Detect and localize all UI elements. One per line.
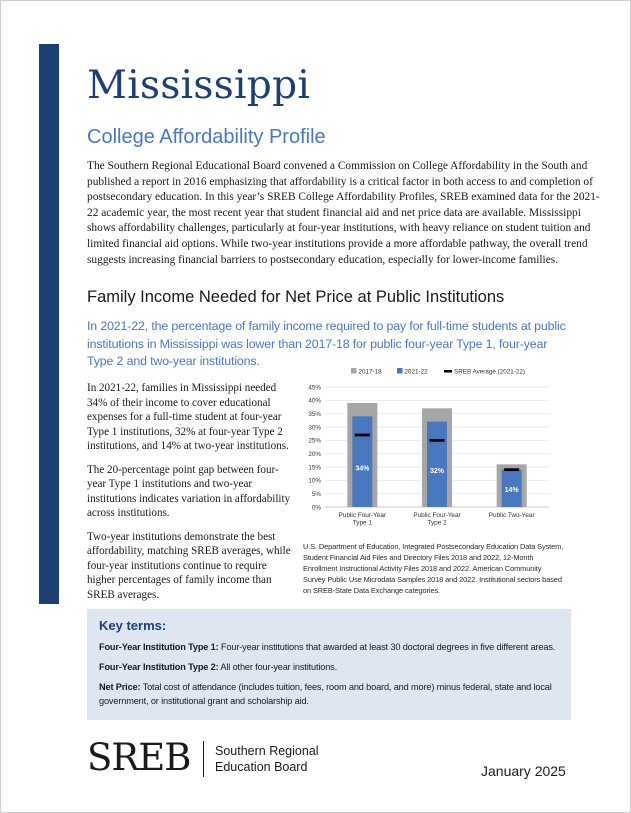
key-terms-box [87,609,571,720]
sreb-average-marker [355,434,370,437]
legend-swatch [351,368,357,374]
sidebar-accent-bar [39,44,59,604]
chart-source-note: U.S. Department of Education, Integrated Postsecondary Education Data System, Student Financial Aid Files and Directory Files 2018 and 2022, 12-Month Enrollment Instructional Activity Files 2018 and 2022. American Community Survey Public Use Microdata Samples 2018 and 2022. Institutional sectors based on SREB-State Data Exchange categories. [303,542,564,595]
y-tick-label: 15% [308,464,321,472]
y-tick-label: 25% [308,437,321,445]
publication-date: January 2025 [481,763,566,779]
organization-name-line-2: Education Board [215,760,308,774]
sreb-average-marker [430,439,445,442]
y-tick-label: 0% [311,504,321,512]
logo-divider [203,741,204,777]
data-label: 34% [355,465,370,473]
income-percentage-bar-chart [299,365,559,535]
sreb-logo: SREB [87,736,191,779]
key-term-type2 [99,660,559,674]
finding-paragraph-2: The 20-percentage point gap between four-year Type 1 institutions and two-year institutions indicates variation in affordability across institutions. [87,463,291,519]
findings-column [87,381,295,611]
key-term-type2-term: Four-Year Institution Type 2: [99,662,219,672]
page-title: Mississippi [87,63,311,108]
key-term-net-price-definition: Total cost of attendance (includes tuition, fees, room and board, and more) minus federal, state and local government, or institutional grant and scholarship aid. [99,682,552,706]
x-tick-label: Public Four-Year [338,512,387,519]
page-subtitle: College Affordability Profile [87,126,326,148]
y-tick-label: 40% [308,397,321,405]
highlight-paragraph: In 2021-22, the percentage of family income required to pay for full-time students at public institutions in Mississippi was lower than 2017-18 for public four-year Type 1, four-year Type 2 and two-year institutions. [87,319,566,368]
intro-paragraph: The Southern Regional Educational Board convened a Commission on College Affordability in the South and published a report in 2016 emphasizing that affordability is a critical factor in both access to and completion of postsecondary education. In this year’s SREB College Affordability Profiles, SREB examined data for the 2021-22 academic year, the most recent year that student financial aid and net price data are available. Mississippi shows affordability challenges, particularly at four-year institutions, with heavy reliance on student tuition and limited financial aid options. While two-year institutions provide a more affordable pathway, the overall trend suggests increasing financial barriers to postsecondary education, especially for lower-income families. [87,160,600,266]
x-tick-label: Type 2 [427,519,447,527]
legend-label: 2021-22 [404,368,428,376]
data-label: 32% [429,467,445,475]
legend-swatch [444,370,452,373]
key-term-net-price-term: Net Price: [99,682,141,692]
finding-paragraph-1: In 2021-22, families in Mississippi needed 34% of their income to cover educational expenses for a full-time student at four-year Type 1 institutions, 32% at four-year Type 2 institutions, and 14% at two-year institutions. [87,382,289,452]
x-tick-label: Public Four-Year [413,512,461,519]
organization-name [215,743,345,775]
key-term-type1 [99,640,559,654]
key-terms-heading: Key terms: [99,618,167,633]
key-term-type1-definition: Four-year institutions that awarded at least 30 doctoral degrees in five different areas. [218,642,556,652]
x-tick-label: Type 1 [352,519,372,527]
key-term-type2-definition: All other four-year institutions. [218,662,338,672]
data-label: 14% [504,487,519,495]
legend-label: 2017-18 [358,368,382,376]
sreb-average-marker [504,468,519,471]
key-term-type1-term: Four-Year Institution Type 1: [99,642,219,652]
bar-2021-22 [427,422,447,507]
finding-paragraph-3: Two-year institutions demonstrate the best affordability, matching SREB averages, while four-year institutions continue to require higher percentages of family income than SREB averages. [87,530,291,601]
y-tick-label: 35% [308,410,321,418]
bar-2021-22 [352,416,372,507]
legend-label: SREB Average (2021-22) [454,368,525,376]
y-tick-label: 5% [311,490,321,498]
legend-swatch [397,368,403,374]
x-tick-label: Public Two-Year [488,512,535,519]
y-tick-label: 10% [308,477,321,485]
organization-name-line-1: Southern Regional [215,744,319,758]
section-heading: Family Income Needed for Net Price at Public Institutions [87,288,505,306]
y-tick-label: 20% [308,450,321,458]
y-tick-label: 30% [308,424,321,432]
key-term-net-price [99,680,559,708]
y-tick-label: 45% [308,384,321,392]
